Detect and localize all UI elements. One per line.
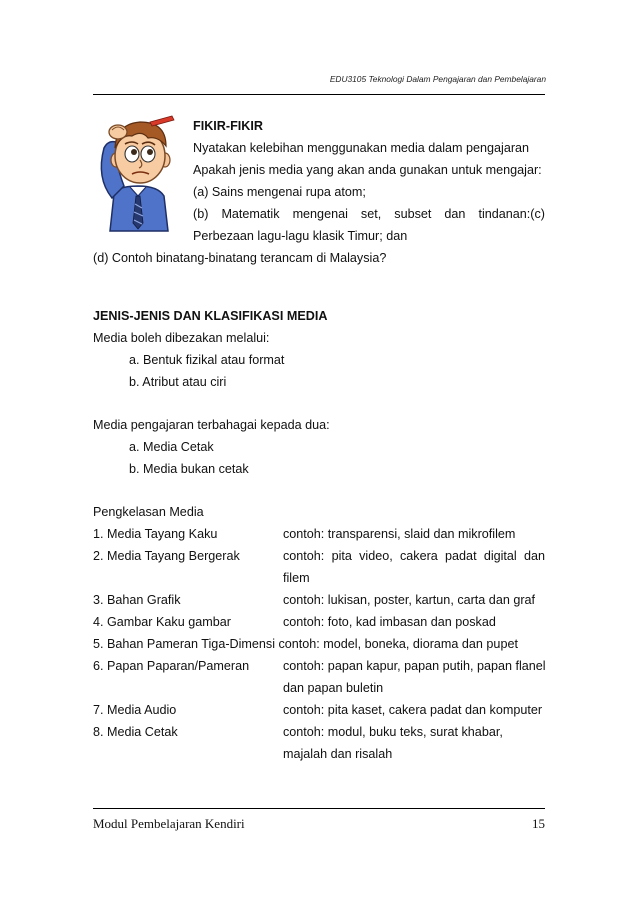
split-item-a: a. Media Cetak — [129, 440, 214, 454]
section-intro: Media boleh dibezakan melalui: — [93, 331, 270, 345]
class-item-2-example — [283, 548, 545, 564]
header-rule — [93, 94, 545, 95]
class-item-6-name: 6. Papan Paparan/Pameran — [93, 659, 250, 673]
think-line-1: Nyatakan kelebihan menggunakan media dalam pengajaran — [193, 141, 530, 155]
class-item-6-example: contoh: papan kapur, papan putih, papan flanel — [283, 659, 546, 673]
think-line-4 — [193, 206, 545, 222]
class-item-4-name: 4. Gambar Kaku gambar — [93, 615, 231, 629]
difference-item-a: a. Bentuk fizikal atau format — [129, 353, 285, 367]
class-item-4-example: contoh: foto, kad imbasan dan poskad — [283, 615, 496, 629]
class-item-5: 5. Bahan Pameran Tiga-Dimensi contoh: model, boneka, diorama dan pupet — [93, 637, 518, 651]
think-line-3: (a) Sains mengenai rupa atom; — [193, 185, 366, 199]
class-item-7-example: contoh: pita kaset, cakera padat dan komputer — [283, 703, 543, 717]
word: (b) — [193, 207, 209, 221]
word: padat — [445, 549, 477, 563]
word: dan — [523, 549, 545, 563]
class-item-7-name: 7. Media Audio — [93, 703, 177, 717]
thinking-boy-illustration — [92, 108, 187, 233]
classification-heading: Pengkelasan Media — [93, 505, 204, 519]
word: set, — [360, 207, 382, 221]
class-item-1-name: 1. Media Tayang Kaku — [93, 527, 218, 541]
think-line-6: (d) Contoh binatang-binatang terancam di Malaysia? — [93, 251, 387, 265]
section-heading: JENIS-JENIS DAN KLASIFIKASI MEDIA — [93, 309, 328, 323]
word: tindanan:(c) — [478, 207, 545, 221]
think-line-2: Apakah jenis media yang akan anda gunakan untuk mengajar: — [193, 163, 542, 177]
think-title: FIKIR-FIKIR — [193, 119, 263, 133]
class-item-8-example-cont: majalah dan risalah — [283, 747, 393, 761]
word: subset — [394, 207, 432, 221]
split-intro: Media pengajaran terbahagai kepada dua: — [93, 418, 330, 432]
class-item-8-example: contoh: modul, buku teks, surat khabar, — [283, 725, 503, 739]
think-line-5: Perbezaan lagu-lagu klasik Timur; dan — [193, 229, 408, 243]
word: dan — [444, 207, 466, 221]
word: cakera — [399, 549, 438, 563]
word: Matematik — [221, 207, 280, 221]
class-item-2-example-cont: filem — [283, 571, 310, 585]
word: digital — [483, 549, 517, 563]
word: contoh: — [283, 549, 325, 563]
word: video, — [359, 549, 393, 563]
difference-item-b: b. Atribut atau ciri — [129, 375, 227, 389]
class-item-2-name: 2. Media Tayang Bergerak — [93, 549, 240, 563]
class-item-1-example: contoh: transparensi, slaid dan mikrofilem — [283, 527, 516, 541]
class-item-3-example: contoh: lukisan, poster, kartun, carta dan graf — [283, 593, 536, 607]
class-item-6-example-cont: dan papan buletin — [283, 681, 384, 695]
class-item-8-name: 8. Media Cetak — [93, 725, 178, 739]
footer-module-title: Modul Pembelajaran Kendiri — [93, 816, 245, 831]
split-item-b: b. Media bukan cetak — [129, 462, 249, 476]
running-header: EDU3105 Teknologi Dalam Pengajaran dan Pembelajaran — [329, 74, 546, 84]
page-number: 15 — [532, 816, 545, 831]
class-item-3-name: 3. Bahan Grafik — [93, 593, 181, 607]
footer-rule — [93, 808, 545, 809]
word: mengenai — [292, 207, 348, 221]
word: pita — [331, 549, 352, 563]
